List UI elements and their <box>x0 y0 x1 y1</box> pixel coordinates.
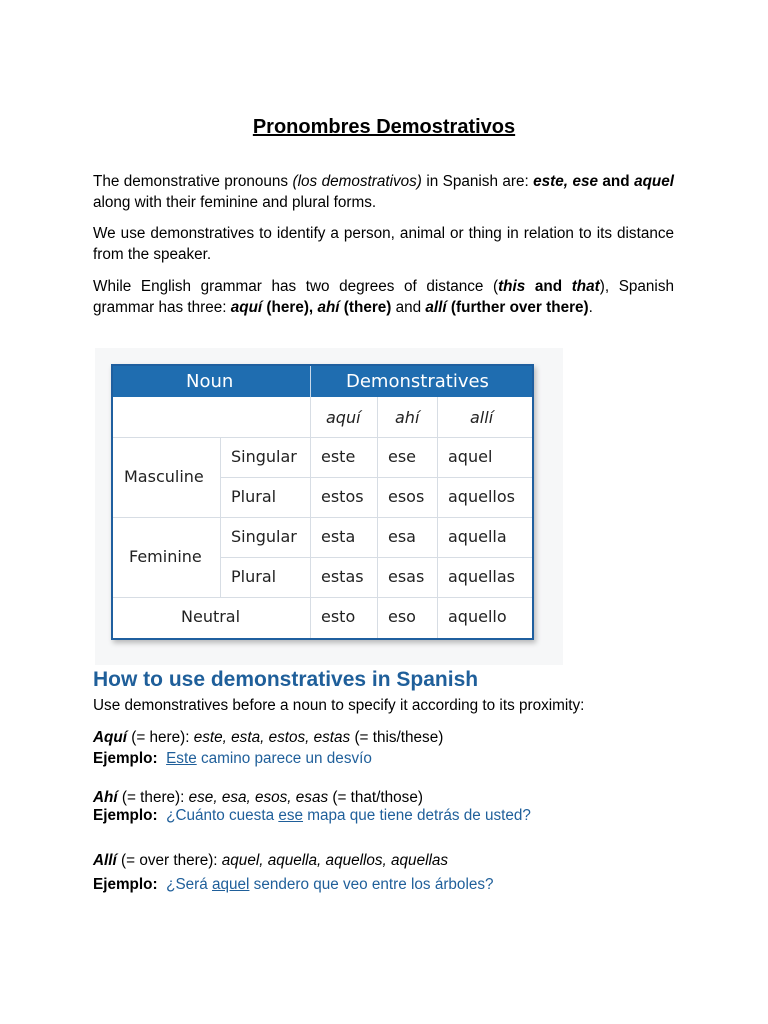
row-divider <box>220 557 532 558</box>
group-feminine: Feminine <box>129 547 202 566</box>
usage-meaning: (= this/these) <box>350 729 444 746</box>
usage-forms: este, esta, estos, estas <box>193 729 351 746</box>
usage-forms: aquel, aquella, aquellos, aquellas <box>221 852 449 869</box>
group-masculine: Masculine <box>124 467 204 486</box>
example-line-aqui <box>93 749 372 769</box>
demonstratives-table-image <box>95 348 563 665</box>
header-demonstratives: Demonstratives <box>346 371 489 392</box>
number-singular: Singular <box>231 527 297 546</box>
col-divider <box>437 397 438 638</box>
col-divider <box>310 397 311 638</box>
text: and <box>391 299 426 316</box>
text: While English grammar has two degrees of distance ( <box>93 278 499 295</box>
col-divider <box>220 437 221 597</box>
page-title: Pronombres Demostrativos <box>252 116 516 138</box>
group-neutral: Neutral <box>181 607 241 626</box>
text-bold: (there) <box>339 299 392 316</box>
example-highlight: Este <box>166 750 197 767</box>
table-cell: esta <box>321 527 356 546</box>
text: in Spanish are: <box>421 173 534 190</box>
table-cell: estos <box>321 487 364 506</box>
text-bold: and <box>598 173 635 190</box>
table-cell: aquellas <box>448 567 515 586</box>
row-divider <box>113 517 532 518</box>
number-singular: Singular <box>231 447 297 466</box>
table-cell: estas <box>321 567 364 586</box>
intro-paragraph-2: We use demonstratives to identify a person, animal or thing in relation to its distance from the speaker. <box>93 225 674 263</box>
row-divider <box>220 477 532 478</box>
example-text <box>166 807 531 824</box>
number-plural: Plural <box>231 567 277 586</box>
table-cell: esto <box>321 607 356 626</box>
text-bold: (here), <box>262 299 318 316</box>
usage-gloss: (= here): <box>127 729 194 746</box>
text-bold-italic: that <box>571 278 600 295</box>
example-highlight: aquel <box>212 876 250 893</box>
text-bold-italic: this <box>498 278 526 295</box>
example-text <box>166 876 493 893</box>
example-highlight: ese <box>278 807 304 824</box>
usage-gloss: (= there): <box>117 789 189 806</box>
text-bold-italic: allí <box>425 299 447 316</box>
number-plural: Plural <box>231 487 277 506</box>
usage-line-ahi <box>93 788 423 808</box>
example-label: Ejemplo: <box>93 807 158 824</box>
text: along with their feminine and plural forms. <box>93 194 377 211</box>
text-bold-italic: aquel <box>634 173 675 190</box>
table-cell: este <box>321 447 356 466</box>
table-header <box>113 366 532 397</box>
text-italic: (los demostrativos) <box>292 173 422 190</box>
row-divider <box>113 437 532 438</box>
example-pre: ¿Cuánto cuesta <box>166 807 279 824</box>
text-bold-italic: este, ese <box>533 173 598 190</box>
table-cell: aquella <box>448 527 507 546</box>
demonstratives-table <box>111 364 534 640</box>
intro-paragraph-3 <box>93 276 674 318</box>
usage-word: Aquí <box>93 729 127 746</box>
section-heading: How to use demonstratives in Spanish <box>93 668 479 691</box>
subheader-ahi: ahí <box>395 408 420 427</box>
usage-gloss: (= over there): <box>116 852 222 869</box>
subheader-aqui: aquí <box>326 408 361 427</box>
table-cell: esos <box>388 487 425 506</box>
example-post: mapa que tiene detrás de usted? <box>303 807 531 824</box>
text: The demonstrative pronouns <box>93 173 293 190</box>
table-cell: eso <box>388 607 416 626</box>
table-cell: ese <box>388 447 417 466</box>
table-cell: aquello <box>448 607 507 626</box>
example-post: camino parece un desvío <box>196 750 372 767</box>
text-bold-italic: ahí <box>317 299 340 316</box>
col-divider <box>377 397 378 638</box>
usage-intro: Use demonstratives before a noun to specify it according to its proximity: <box>93 697 585 714</box>
header-noun: Noun <box>186 371 234 392</box>
usage-word: Allí <box>93 852 117 869</box>
example-line-alli <box>93 875 494 895</box>
table-cell: aquellos <box>448 487 515 506</box>
example-line-ahi <box>93 806 531 826</box>
subheader-alli: allí <box>470 408 494 427</box>
text-bold: (further over there) <box>446 299 589 316</box>
intro-paragraph-1 <box>93 171 674 213</box>
example-label: Ejemplo: <box>93 750 158 767</box>
table-cell: aquel <box>448 447 493 466</box>
usage-line-alli <box>93 851 448 871</box>
text-bold: and <box>525 278 572 295</box>
table-cell: esas <box>388 567 425 586</box>
header-divider <box>310 366 311 397</box>
example-post: sendero que veo entre los árboles? <box>249 876 494 893</box>
example-label: Ejemplo: <box>93 876 158 893</box>
text-bold-italic: aquí <box>230 299 263 316</box>
usage-line-aqui <box>93 728 443 748</box>
usage-forms: ese, esa, esos, esas <box>188 789 329 806</box>
row-divider <box>113 597 532 598</box>
example-text <box>166 750 372 767</box>
table-cell: esa <box>388 527 416 546</box>
example-pre: ¿Será <box>166 876 212 893</box>
text: ), Spanish grammar has three: <box>93 278 674 316</box>
usage-meaning: (= that/those) <box>328 789 423 806</box>
text: . <box>588 299 593 316</box>
usage-word: Ahí <box>93 789 118 806</box>
